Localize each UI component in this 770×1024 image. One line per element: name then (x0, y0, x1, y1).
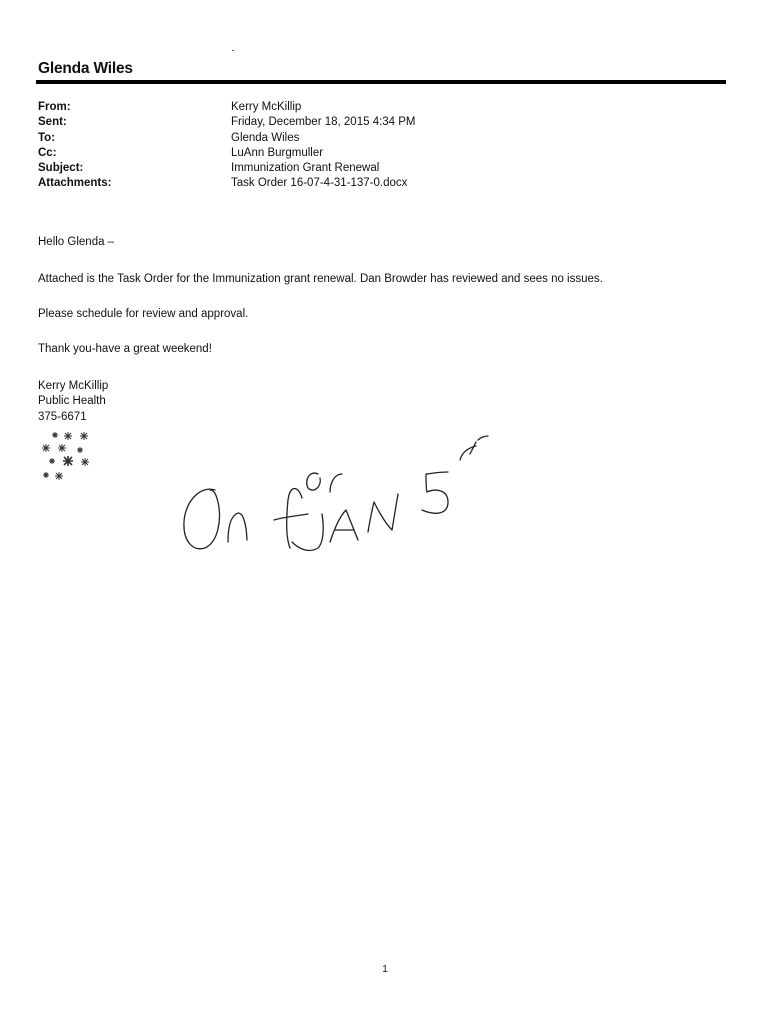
scan-speck (232, 50, 234, 51)
email-header-table (38, 100, 416, 192)
title-divider (36, 80, 726, 84)
signature-block (38, 379, 108, 425)
greeting-line: Hello Glenda – (38, 236, 115, 248)
body-paragraph-2: Please schedule for review and approval. (38, 308, 249, 320)
body-paragraph-3: Thank you-have a great weekend! (38, 343, 212, 355)
attachments-label: Attachments: (38, 177, 112, 190)
header-row-cc (38, 146, 416, 161)
header-row-subject (38, 161, 416, 176)
snowflake-decoration-icon (38, 430, 100, 488)
subject-value: Immunization Grant Renewal (231, 162, 380, 175)
to-value: Glenda Wiles (231, 131, 300, 144)
signature-department: Public Health (38, 395, 106, 408)
from-label: From: (38, 101, 71, 113)
sent-label: Sent: (38, 116, 67, 129)
cc-value: LuAnn Burgmuller (231, 146, 324, 159)
from-value: Kerry McKillip (231, 101, 302, 113)
signature-name: Kerry McKillip (38, 380, 109, 392)
header-row-to (38, 131, 416, 146)
signature-phone: 375-6671 (38, 410, 87, 423)
cc-label: Cc: (38, 146, 57, 159)
sent-value: Friday, December 18, 2015 4:34 PM (231, 116, 416, 129)
subject-label: Subject: (38, 162, 84, 175)
header-row-attachments (38, 176, 416, 191)
header-row-from (38, 100, 416, 115)
recipient-name-title: Glenda Wiles (38, 60, 133, 77)
attachments-value: Task Order 16-07-4-31-137-0.docx (231, 177, 408, 190)
body-paragraph-1: Attached is the Task Order for the Immunization grant renewal. Dan Browder has reviewed and sees no issues. (38, 273, 603, 285)
to-label: To: (38, 131, 56, 144)
handwritten-note-image (170, 430, 500, 570)
page-number: 1 (382, 964, 388, 975)
header-row-sent (38, 115, 416, 130)
